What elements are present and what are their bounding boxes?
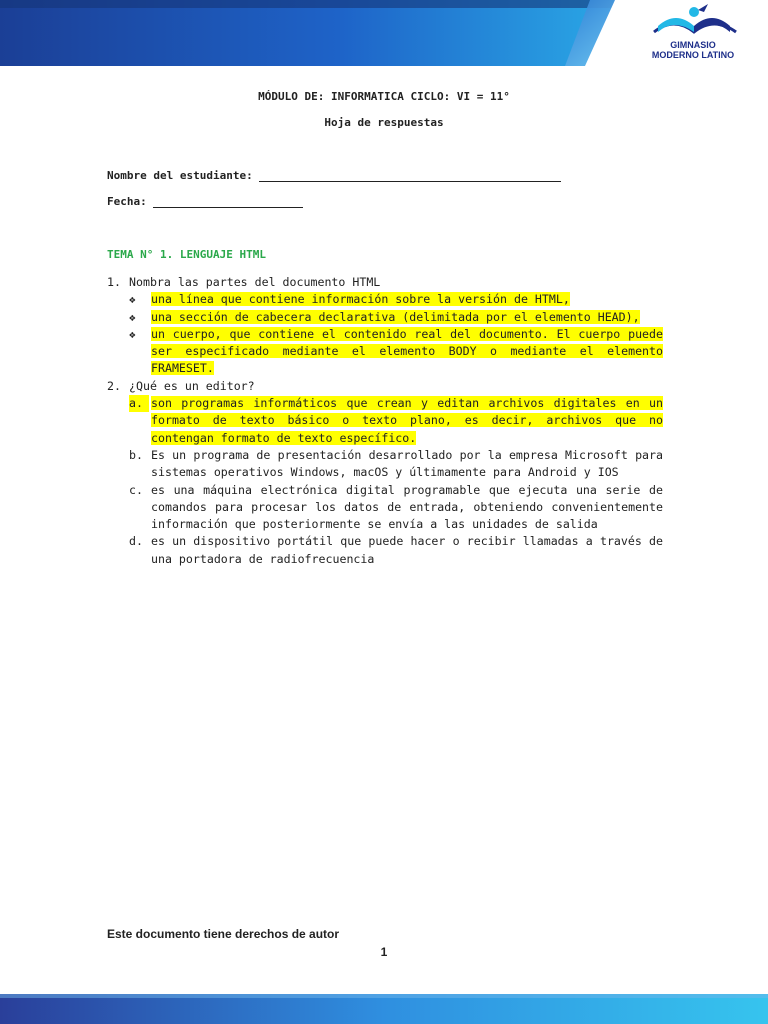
date-label: Fecha: (107, 195, 147, 208)
option-c (107, 482, 663, 534)
student-name-blank[interactable] (259, 170, 561, 182)
answer-text: un cuerpo, que contiene el contenido real del documento. El cuerpo puede ser especificado mediante el elemento BODY o mediante el elemento FRAMESET. (151, 326, 663, 376)
questions-list (107, 274, 663, 568)
option-letter: d. (129, 534, 143, 549)
page-number: 1 (380, 945, 388, 959)
option-text: es un dispositivo portátil que puede hacer o recibir llamadas a través de una portadora de radiofrecuencia (151, 534, 663, 566)
option-letter: b. (129, 447, 143, 462)
section-heading: TEMA N° 1. LENGUAJE HTML (107, 248, 266, 261)
option-letter: c. (129, 482, 143, 497)
option-a (107, 395, 663, 447)
question-text: ¿Qué es un editor? (129, 378, 255, 393)
diamond-bullet-icon: ❖ (129, 293, 136, 307)
question-text: Nombra las partes del documento HTML (129, 275, 381, 289)
document-title: MÓDULO DE: INFORMATICA CICLO: VI = 11° (258, 90, 510, 103)
option-letter: a. (129, 395, 149, 412)
list-item (107, 291, 663, 308)
answer-text: son programas informáticos que crean y editan archivos digitales en un formato de texto básico o texto plano, es decir, archivos que no contengan formato de texto específico. (151, 396, 663, 445)
question-2 (107, 378, 663, 395)
question-number: 1. (107, 275, 121, 289)
answer-text: una línea que contiene información sobre la versión de HTML, (151, 292, 570, 307)
option-text: Es un programa de presentación desarrollado por la empresa Microsoft para sistemas operativos Windows, macOS y últimamente para Android y IOS (151, 447, 663, 480)
option-d (107, 533, 663, 568)
diamond-bullet-icon: ❖ (129, 327, 136, 341)
footer-band (0, 994, 768, 1024)
option-text: es una máquina electrónica digital programable que ejecuta una serie de comandos para procesar los datos de entrada, obteniendo convenientemente información que posteriormente se envía a las unidades de salida (151, 482, 663, 532)
date-field[interactable] (107, 195, 303, 208)
diamond-bullet-icon: ❖ (129, 310, 136, 324)
question-number: 2. (107, 378, 121, 393)
logo-line-1: GIMNASIO (670, 40, 716, 50)
copyright-note: Este documento tiene derechos de autor (107, 927, 340, 941)
option-b (107, 447, 663, 482)
list-item (107, 309, 663, 326)
student-name-field[interactable] (107, 169, 561, 182)
question-1 (107, 274, 663, 291)
document-subtitle: Hoja de respuestas (324, 116, 444, 129)
date-blank[interactable] (153, 196, 303, 208)
list-item (107, 326, 663, 378)
logo-text (640, 40, 746, 60)
answer-text: una sección de cabecera declarativa (delimitada por el elemento HEAD), (151, 309, 640, 324)
logo-line-2: MODERNO LATINO (651, 50, 735, 60)
student-name-label: Nombre del estudiante: (107, 169, 253, 182)
